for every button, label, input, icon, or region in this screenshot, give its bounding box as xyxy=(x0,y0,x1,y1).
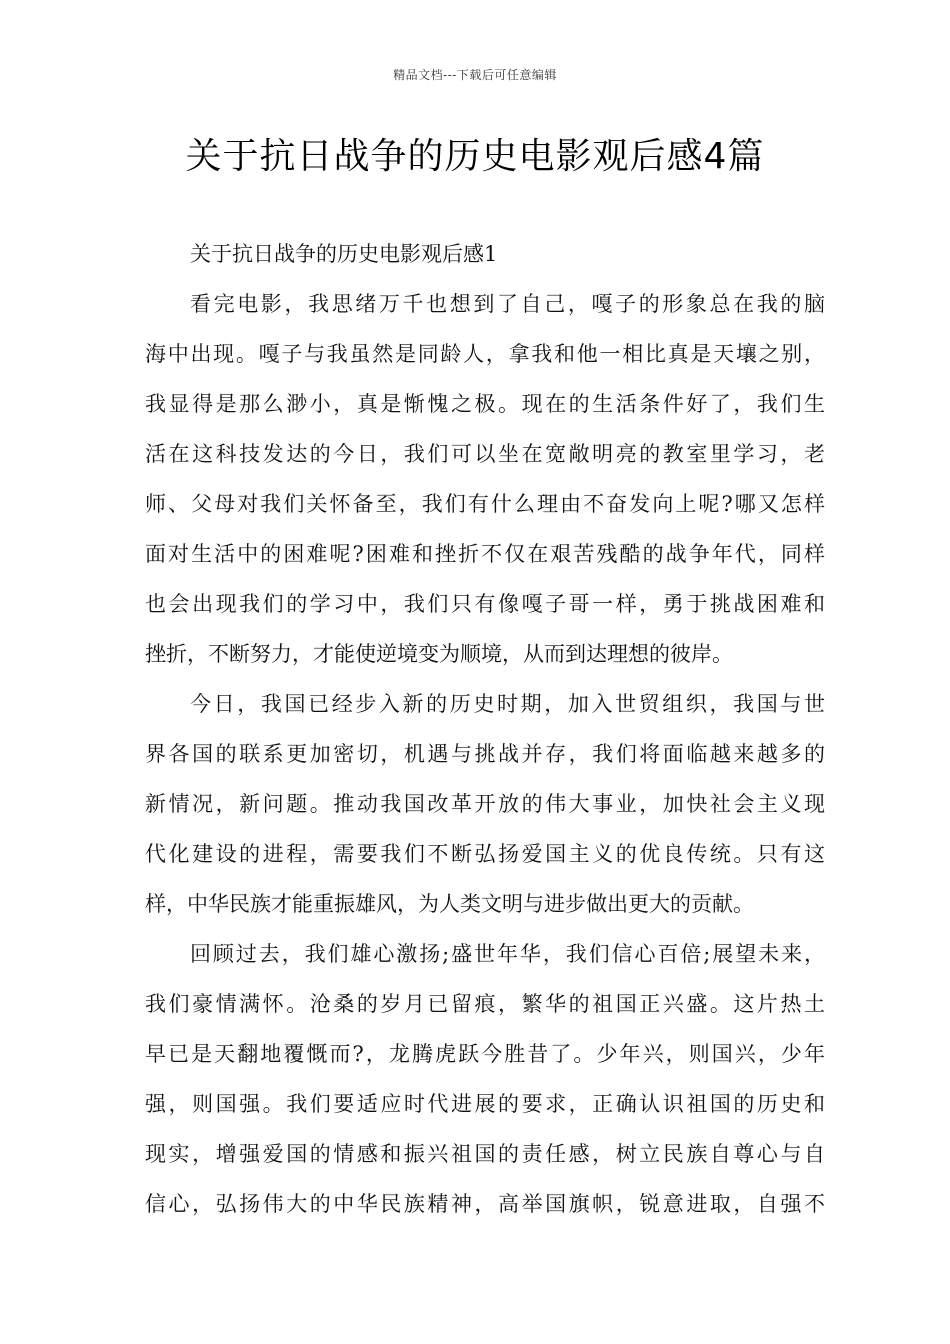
paragraph-line: 我显得是那么渺小，真是惭愧之极。现在的生活条件好了，我们生 xyxy=(145,392,825,416)
paragraph xyxy=(145,279,825,679)
section-heading: 关于抗日战争的历史电影观后感1 xyxy=(190,242,498,266)
paragraph-line: 界各国的联系更加密切，机遇与挑战并存，我们将面临越来越多的 xyxy=(145,742,825,766)
paragraph-line: 面对生活中的困难呢?困难和挫折不仅在艰苦残酷的战争年代，同样 xyxy=(145,542,825,566)
paragraph-line: 我们豪情满怀。沧桑的岁月已留痕，繁华的祖国正兴盛。这片热土 xyxy=(145,992,825,1016)
paragraph-line: 回顾过去，我们雄心激扬;盛世年华，我们信心百倍;展望未来， xyxy=(190,942,825,966)
document-body xyxy=(145,229,825,1229)
paragraph-line: 今日，我国已经步入新的历史时期，加入世贸组织，我国与世 xyxy=(190,692,825,716)
paragraph xyxy=(145,679,825,929)
paragraph-list xyxy=(145,279,825,1229)
document-title: 关于抗日战争的历史电影观后感4篇 xyxy=(185,136,765,177)
paragraph-line: 师、父母对我们关怀备至，我们有什么理由不奋发向上呢?哪又怎样 xyxy=(145,492,825,516)
paragraph-line: 活在这科技发达的今日，我们可以坐在宽敞明亮的教室里学习，老 xyxy=(145,442,825,466)
paragraph-line: 样，中华民族才能重振雄风，为人类文明与进步做出更大的贡献。 xyxy=(145,892,754,916)
paragraph-line: 强，则国强。我们要适应时代进展的要求，正确认识祖国的历史和 xyxy=(145,1092,825,1116)
paragraph xyxy=(145,929,825,1229)
paragraph-line: 信心，弘扬伟大的中华民族精神，高举国旗帜，锐意进取，自强不 xyxy=(145,1192,825,1216)
paragraph-line: 新情况，新问题。推动我国改革开放的伟大事业，加快社会主义现 xyxy=(145,792,825,816)
paragraph-line: 挫折，不断努力，才能使逆境变为顺境，从而到达理想的彼岸。 xyxy=(145,642,733,666)
paragraph-line: 也会出现我们的学习中，我们只有像嘎子哥一样，勇于挑战困难和 xyxy=(145,592,825,616)
paragraph-line: 早已是天翻地覆慨而?，龙腾虎跃今胜昔了。少年兴，则国兴，少年 xyxy=(145,1042,825,1066)
paragraph-line: 海中出现。嘎子与我虽然是同龄人，拿我和他一相比真是天壤之别， xyxy=(145,342,825,366)
paragraph-line: 现实，增强爱国的情感和振兴祖国的责任感，树立民族自尊心与自 xyxy=(145,1142,825,1166)
paragraph-line: 代化建设的进程，需要我们不断弘扬爱国主义的优良传统。只有这 xyxy=(145,842,825,866)
paragraph-line: 看完电影，我思绪万千也想到了自己，嘎子的形象总在我的脑 xyxy=(190,292,825,316)
header-note: 精品文档---下载后可任意编辑 xyxy=(393,68,557,82)
